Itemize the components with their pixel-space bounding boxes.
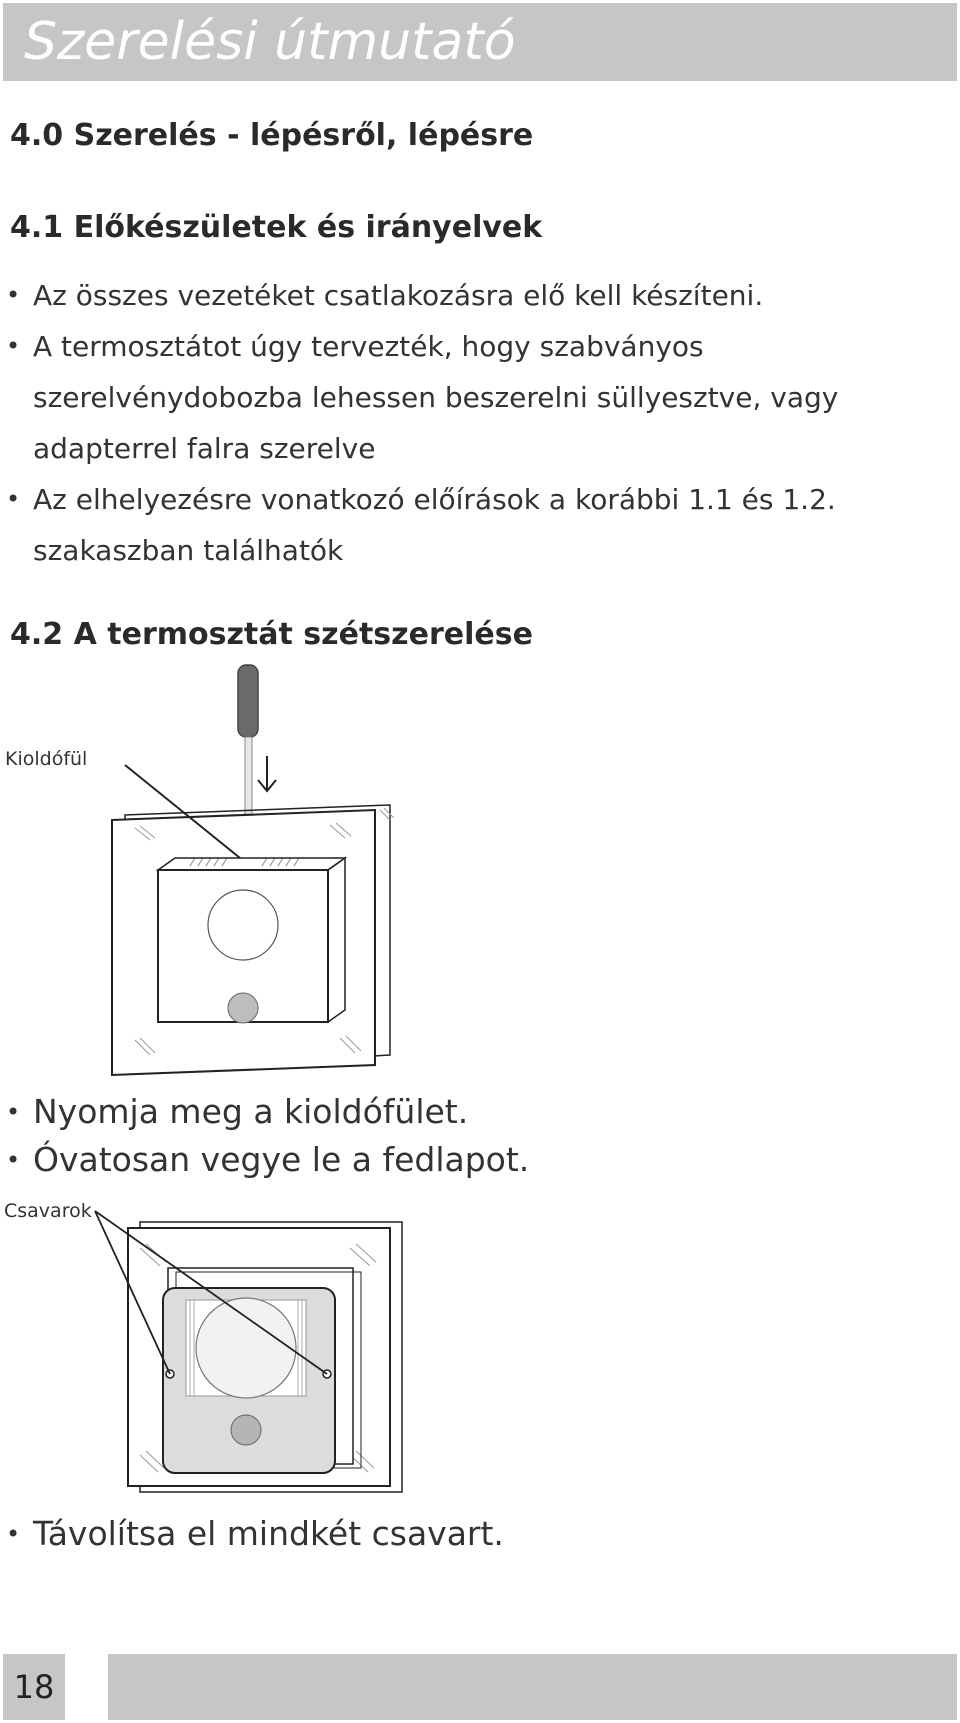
- dial-icon: [208, 890, 278, 960]
- button-icon: [231, 1415, 261, 1445]
- screwdriver-icon: [238, 665, 258, 737]
- release-tab-callout: Kioldófül: [5, 748, 88, 770]
- step-list-1: [0, 1088, 948, 1184]
- dial-icon: [196, 1298, 296, 1398]
- page-title: Szerelési útmutató: [24, 12, 516, 72]
- list-item: • Távolítsa el mindkét csavart.: [0, 1510, 948, 1558]
- list-item: • Az elhelyezésre vonatkozó előírások a korábbi 1.1 és 1.2. szakaszban találhatók: [0, 474, 948, 576]
- figure-screws-diagram: [0, 1210, 420, 1510]
- list-item: • A termosztátot úgy tervezték, hogy szabványos szerelvénydobozba lehessen beszerelni süllyesztve, vagy adapterrel falra szerelve: [0, 321, 948, 474]
- footer-band: [108, 1654, 957, 1720]
- section-4-0-title: 4.0 Szerelés - lépésről, lépésre: [10, 118, 534, 153]
- list-item: • Nyomja meg a kioldófület.: [0, 1088, 948, 1136]
- list-item: • Az összes vezetéket csatlakozásra elő kell készíteni.: [0, 270, 948, 321]
- screws-callout: Csavarok: [4, 1200, 92, 1222]
- list-item: • Óvatosan vegye le a fedlapot.: [0, 1136, 948, 1184]
- section-4-1-title: 4.1 Előkészületek és irányelvek: [10, 210, 543, 245]
- page-number: 18: [3, 1654, 65, 1720]
- section-4-2-title: 4.2 A termosztát szétszerelése: [10, 617, 533, 652]
- button-icon: [228, 993, 258, 1023]
- figure-release-tab-diagram: [0, 660, 420, 1080]
- section-4-1-list: [0, 270, 948, 576]
- step-list-2: [0, 1510, 948, 1558]
